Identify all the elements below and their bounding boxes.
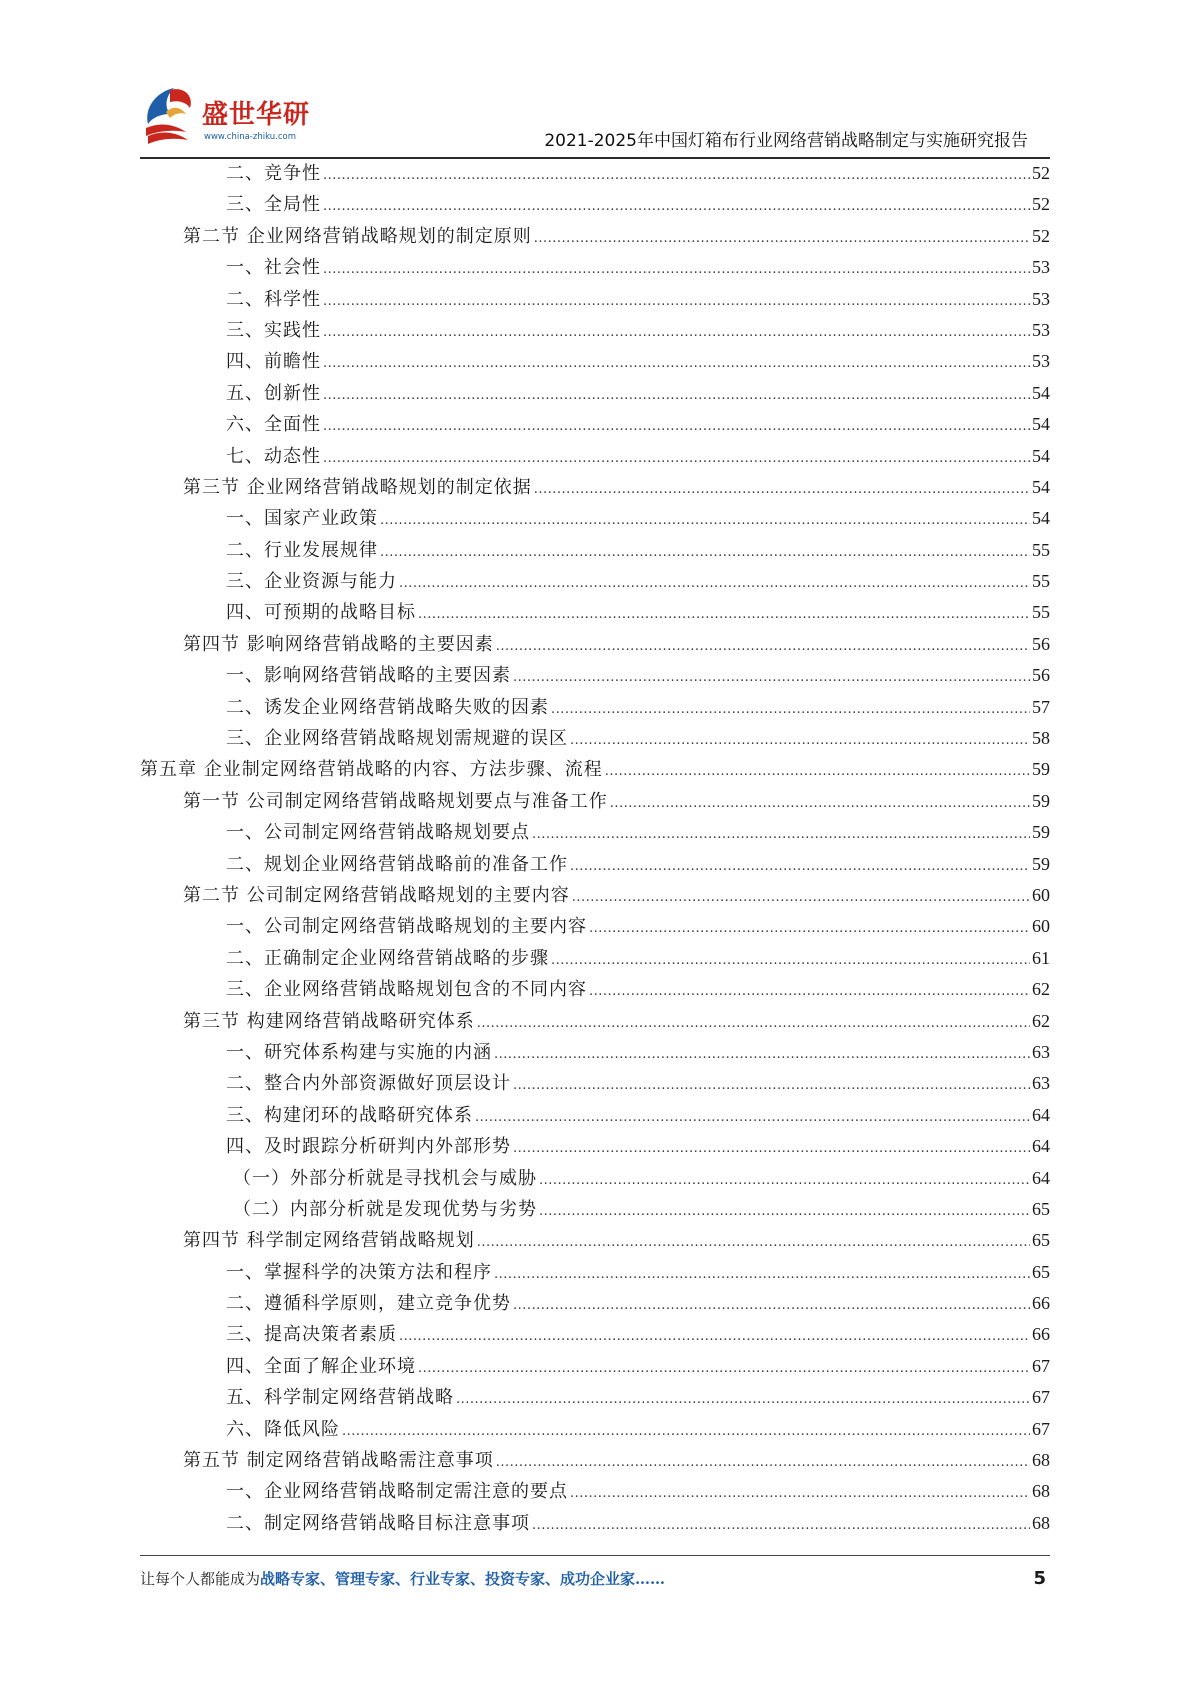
toc-dot-leader (475, 1102, 1030, 1133)
toc-entry[interactable] (140, 660, 1050, 691)
toc-entry-page: 67 (1032, 1418, 1050, 1439)
company-logo (140, 84, 330, 150)
toc-entry-label: 第一节 公司制定网络营销战略规划要点与准备工作 (183, 790, 608, 812)
toc-entry-label: 第五章 企业制定网络营销战略的内容、方法步骤、流程 (140, 759, 603, 781)
toc-entry[interactable] (140, 1068, 1050, 1099)
toc-dot-leader (494, 1259, 1030, 1290)
toc-entry-label: 二、制定网络营销战略目标注意事项 (226, 1512, 530, 1534)
toc-entry-label: 一、企业网络营销战略制定需注意的要点 (226, 1481, 568, 1503)
toc-entry[interactable] (140, 754, 1050, 785)
footer-divider (140, 1555, 1050, 1556)
toc-entry[interactable] (140, 409, 1050, 440)
toc-entry[interactable] (140, 849, 1050, 880)
toc-entry[interactable] (140, 252, 1050, 283)
logo-url: www.china-zhiku.com (204, 132, 296, 142)
toc-entry[interactable] (140, 566, 1050, 597)
toc-entry[interactable] (140, 535, 1050, 566)
toc-entry-page: 65 (1032, 1198, 1050, 1219)
toc-entry-page: 67 (1032, 1387, 1050, 1408)
toc-entry-page: 59 (1032, 822, 1050, 843)
toc-entry[interactable] (140, 1131, 1050, 1162)
toc-dot-leader (380, 505, 1030, 536)
toc-dot-leader (418, 1353, 1030, 1384)
toc-dot-leader (496, 1447, 1030, 1478)
toc-dot-leader (572, 882, 1030, 913)
toc-dot-leader (399, 568, 1030, 599)
toc-dot-leader (513, 1070, 1030, 1101)
toc-entry-label: 六、降低风险 (226, 1418, 340, 1440)
toc-entry-label: （一）外部分析就是寻找机会与威胁 (233, 1167, 537, 1189)
toc-entry-page: 62 (1032, 979, 1050, 1000)
toc-entry-label: 第二节 公司制定网络营销战略规划的主要内容 (183, 884, 570, 906)
page-footer (140, 1568, 1050, 1598)
toc-entry-page: 60 (1032, 884, 1050, 905)
toc-entry[interactable] (140, 346, 1050, 377)
toc-entry-page: 65 (1032, 1261, 1050, 1282)
toc-dot-leader (456, 1384, 1030, 1415)
page-header (140, 80, 1050, 158)
toc-entry-page: 65 (1032, 1230, 1050, 1251)
toc-entry[interactable] (140, 723, 1050, 754)
toc-entry[interactable] (140, 817, 1050, 848)
toc-entry-page: 63 (1032, 1041, 1050, 1062)
toc-entry-label: 第四节 科学制定网络营销战略规划 (183, 1230, 475, 1252)
toc-entry-page: 53 (1032, 319, 1050, 340)
toc-entry[interactable] (140, 629, 1050, 660)
toc-entry-page: 67 (1032, 1355, 1050, 1376)
toc-entry-label: 一、公司制定网络营销战略规划的主要内容 (226, 916, 587, 938)
toc-entry-label: 七、动态性 (226, 445, 321, 467)
toc-entry-label: 五、创新性 (226, 382, 321, 404)
toc-entry-page: 64 (1032, 1104, 1050, 1125)
toc-dot-leader (496, 631, 1030, 662)
toc-dot-leader (477, 1008, 1030, 1039)
toc-entry-page: 62 (1032, 1010, 1050, 1031)
toc-entry-label: 三、企业资源与能力 (226, 571, 397, 593)
toc-entry-label: 二、竞争性 (226, 163, 321, 184)
toc-entry[interactable] (140, 1319, 1050, 1350)
toc-dot-leader (323, 443, 1030, 474)
toc-entry-page: 68 (1032, 1481, 1050, 1502)
toc-entry[interactable] (140, 880, 1050, 911)
toc-entry-page: 64 (1032, 1136, 1050, 1157)
toc-entry-label: 三、企业网络营销战略规划包含的不同内容 (226, 979, 587, 1001)
toc-entry-page: 56 (1032, 633, 1050, 654)
toc-entry[interactable] (140, 1257, 1050, 1288)
toc-entry-label: 四、及时跟踪分析研判内外部形势 (226, 1136, 511, 1158)
toc-entry[interactable] (140, 472, 1050, 503)
toc-dot-leader (570, 725, 1030, 756)
toc-entry[interactable] (140, 1508, 1050, 1539)
toc-entry-label: 二、遵循科学原则，建立竞争优势 (226, 1293, 511, 1315)
toc-dot-leader (534, 223, 1030, 254)
logo-name: 盛世华研 (202, 100, 311, 130)
toc-entry-page: 63 (1032, 1073, 1050, 1094)
toc-entry-page: 64 (1032, 1167, 1050, 1188)
toc-entry-label: 三、提高决策者素质 (226, 1324, 397, 1346)
toc-dot-leader (532, 819, 1030, 850)
toc-entry[interactable] (140, 221, 1050, 252)
toc-entry-page: 55 (1032, 571, 1050, 592)
toc-entry-label: 一、影响网络营销战略的主要因素 (226, 665, 511, 687)
toc-entry-page: 55 (1032, 602, 1050, 623)
toc-entry[interactable] (140, 1445, 1050, 1476)
toc-entry-label: 四、前瞻性 (226, 351, 321, 373)
toc-dot-leader (399, 1321, 1030, 1352)
toc-dot-leader (589, 913, 1030, 944)
toc-entry-page: 59 (1032, 853, 1050, 874)
toc-entry-label: 三、构建闭环的战略研究体系 (226, 1104, 473, 1126)
toc-dot-leader (323, 348, 1030, 379)
toc-entry[interactable] (140, 1414, 1050, 1445)
toc-entry-label: 第二节 企业网络营销战略规划的制定原则 (183, 225, 532, 247)
toc-entry-page: 66 (1032, 1324, 1050, 1345)
toc-dot-leader (323, 286, 1030, 317)
toc-entry[interactable] (140, 1351, 1050, 1382)
toc-entry-label: 二、科学性 (226, 288, 321, 310)
toc-entry-label: 三、全局性 (226, 194, 321, 216)
toc-entry-label: 第五节 制定网络营销战略需注意事项 (183, 1450, 494, 1472)
toc-entry-page: 52 (1032, 225, 1050, 246)
toc-entry-page: 52 (1032, 194, 1050, 215)
toc-entry-page: 54 (1032, 414, 1050, 435)
toc-dot-leader (532, 1510, 1030, 1541)
toc-entry[interactable] (140, 1225, 1050, 1256)
report-title: 2021-2025年中国灯箱布行业网络营销战略制定与实施研究报告 (544, 131, 1028, 151)
toc-dot-leader (605, 756, 1030, 787)
toc-entry-label: 二、规划企业网络营销战略前的准备工作 (226, 853, 568, 875)
toc-entry[interactable] (140, 974, 1050, 1005)
toc-dot-leader (513, 1133, 1030, 1164)
toc-dot-leader (534, 474, 1030, 505)
toc-entry-page: 61 (1032, 947, 1050, 968)
toc-entry-label: 二、正确制定企业网络营销战略的步骤 (226, 947, 549, 969)
toc-entry-label: 四、全面了解企业环境 (226, 1355, 416, 1377)
toc-dot-leader (342, 1416, 1030, 1447)
toc-entry-page: 53 (1032, 288, 1050, 309)
toc-entry[interactable] (140, 1163, 1050, 1194)
toc-entry-label: 五、科学制定网络营销战略 (226, 1387, 454, 1409)
toc-dot-leader (323, 411, 1030, 442)
toc-entry-page: 56 (1032, 665, 1050, 686)
toc-dot-leader (513, 662, 1030, 693)
toc-dot-leader (494, 1039, 1030, 1070)
toc-entry-label: （二）内部分析就是发现优势与劣势 (233, 1198, 537, 1220)
toc-dot-leader (513, 1290, 1030, 1321)
toc-dot-leader (539, 1196, 1030, 1227)
toc-entry[interactable] (140, 189, 1050, 220)
toc-dot-leader (539, 1165, 1030, 1196)
toc-entry-label: 第四节 影响网络营销战略的主要因素 (183, 633, 494, 655)
toc-entry[interactable] (140, 943, 1050, 974)
toc-entry-label: 四、可预期的战略目标 (226, 602, 416, 624)
toc-entry-label: 二、诱发企业网络营销战略失败的因素 (226, 696, 549, 718)
toc-entry-label: 二、整合内外部资源做好顶层设计 (226, 1073, 511, 1095)
logo-emblem-icon (140, 84, 202, 148)
toc-dot-leader (570, 851, 1030, 882)
toc-dot-leader (380, 537, 1030, 568)
toc-dot-leader (323, 254, 1030, 285)
toc-entry-label: 第三节 构建网络营销战略研究体系 (183, 1010, 475, 1032)
toc-entry-label: 六、全面性 (226, 414, 321, 436)
toc-entry[interactable] (140, 1006, 1050, 1037)
toc-dot-leader (610, 788, 1030, 819)
toc-entry-page: 68 (1032, 1512, 1050, 1533)
toc-entry[interactable] (140, 1037, 1050, 1068)
toc-dot-leader (323, 160, 1030, 191)
toc-entry[interactable] (140, 378, 1050, 409)
toc-entry[interactable] (140, 692, 1050, 723)
toc-entry-label: 一、社会性 (226, 257, 321, 279)
toc-dot-leader (323, 191, 1030, 222)
page-number: 5 (1033, 1568, 1046, 1589)
toc-entry[interactable] (140, 441, 1050, 472)
toc-dot-leader (589, 976, 1030, 1007)
toc-entry-page: 59 (1032, 790, 1050, 811)
toc-entry[interactable] (140, 1476, 1050, 1507)
toc-dot-leader (418, 599, 1030, 630)
toc-entry[interactable] (140, 284, 1050, 315)
toc-entry-page: 60 (1032, 916, 1050, 937)
toc-entry-page: 52 (1032, 163, 1050, 183)
toc-entry-label: 一、研究体系构建与实施的内涵 (226, 1041, 492, 1063)
toc-entry-page: 58 (1032, 728, 1050, 749)
toc-entry[interactable] (140, 315, 1050, 346)
toc-entry[interactable] (140, 911, 1050, 942)
toc-dot-leader (551, 945, 1030, 976)
toc-entry-page: 54 (1032, 382, 1050, 403)
toc-entry-page: 53 (1032, 351, 1050, 372)
toc-entry[interactable] (140, 503, 1050, 534)
toc-entry-page: 54 (1032, 476, 1050, 497)
toc-entry-page: 53 (1032, 257, 1050, 278)
toc-dot-leader (323, 380, 1030, 411)
toc-entry-label: 第三节 企业网络营销战略规划的制定依据 (183, 476, 532, 498)
toc-entry[interactable] (140, 158, 1050, 189)
table-of-contents (140, 158, 1050, 1539)
toc-entry-label: 一、公司制定网络营销战略规划要点 (226, 822, 530, 844)
toc-entry-page: 55 (1032, 539, 1050, 560)
toc-dot-leader (551, 694, 1030, 725)
toc-dot-leader (477, 1227, 1030, 1258)
footer-slogan-lead: 让每个人都能成为 (140, 1570, 261, 1588)
toc-entry-label: 三、企业网络营销战略规划需规避的误区 (226, 728, 568, 750)
toc-entry[interactable] (140, 1100, 1050, 1131)
toc-entry-page: 54 (1032, 508, 1050, 529)
toc-entry[interactable] (140, 1194, 1050, 1225)
toc-entry-label: 一、掌握科学的决策方法和程序 (226, 1261, 492, 1283)
toc-entry-page: 57 (1032, 696, 1050, 717)
toc-entry[interactable] (140, 597, 1050, 628)
footer-slogan-emphasis: 战略专家、管理专家、行业专家、投资专家、成功企业家…… (260, 1570, 666, 1588)
toc-entry[interactable] (140, 1288, 1050, 1319)
toc-entry-label: 一、国家产业政策 (226, 508, 378, 530)
toc-dot-leader (323, 317, 1030, 348)
toc-entry[interactable] (140, 1382, 1050, 1413)
toc-entry-label: 二、行业发展规律 (226, 539, 378, 561)
toc-entry-label: 三、实践性 (226, 319, 321, 341)
toc-entry-page: 59 (1032, 759, 1050, 780)
toc-entry-page: 54 (1032, 445, 1050, 466)
toc-entry-page: 68 (1032, 1450, 1050, 1471)
toc-entry[interactable] (140, 786, 1050, 817)
toc-entry-page: 66 (1032, 1293, 1050, 1314)
toc-dot-leader (570, 1478, 1030, 1509)
